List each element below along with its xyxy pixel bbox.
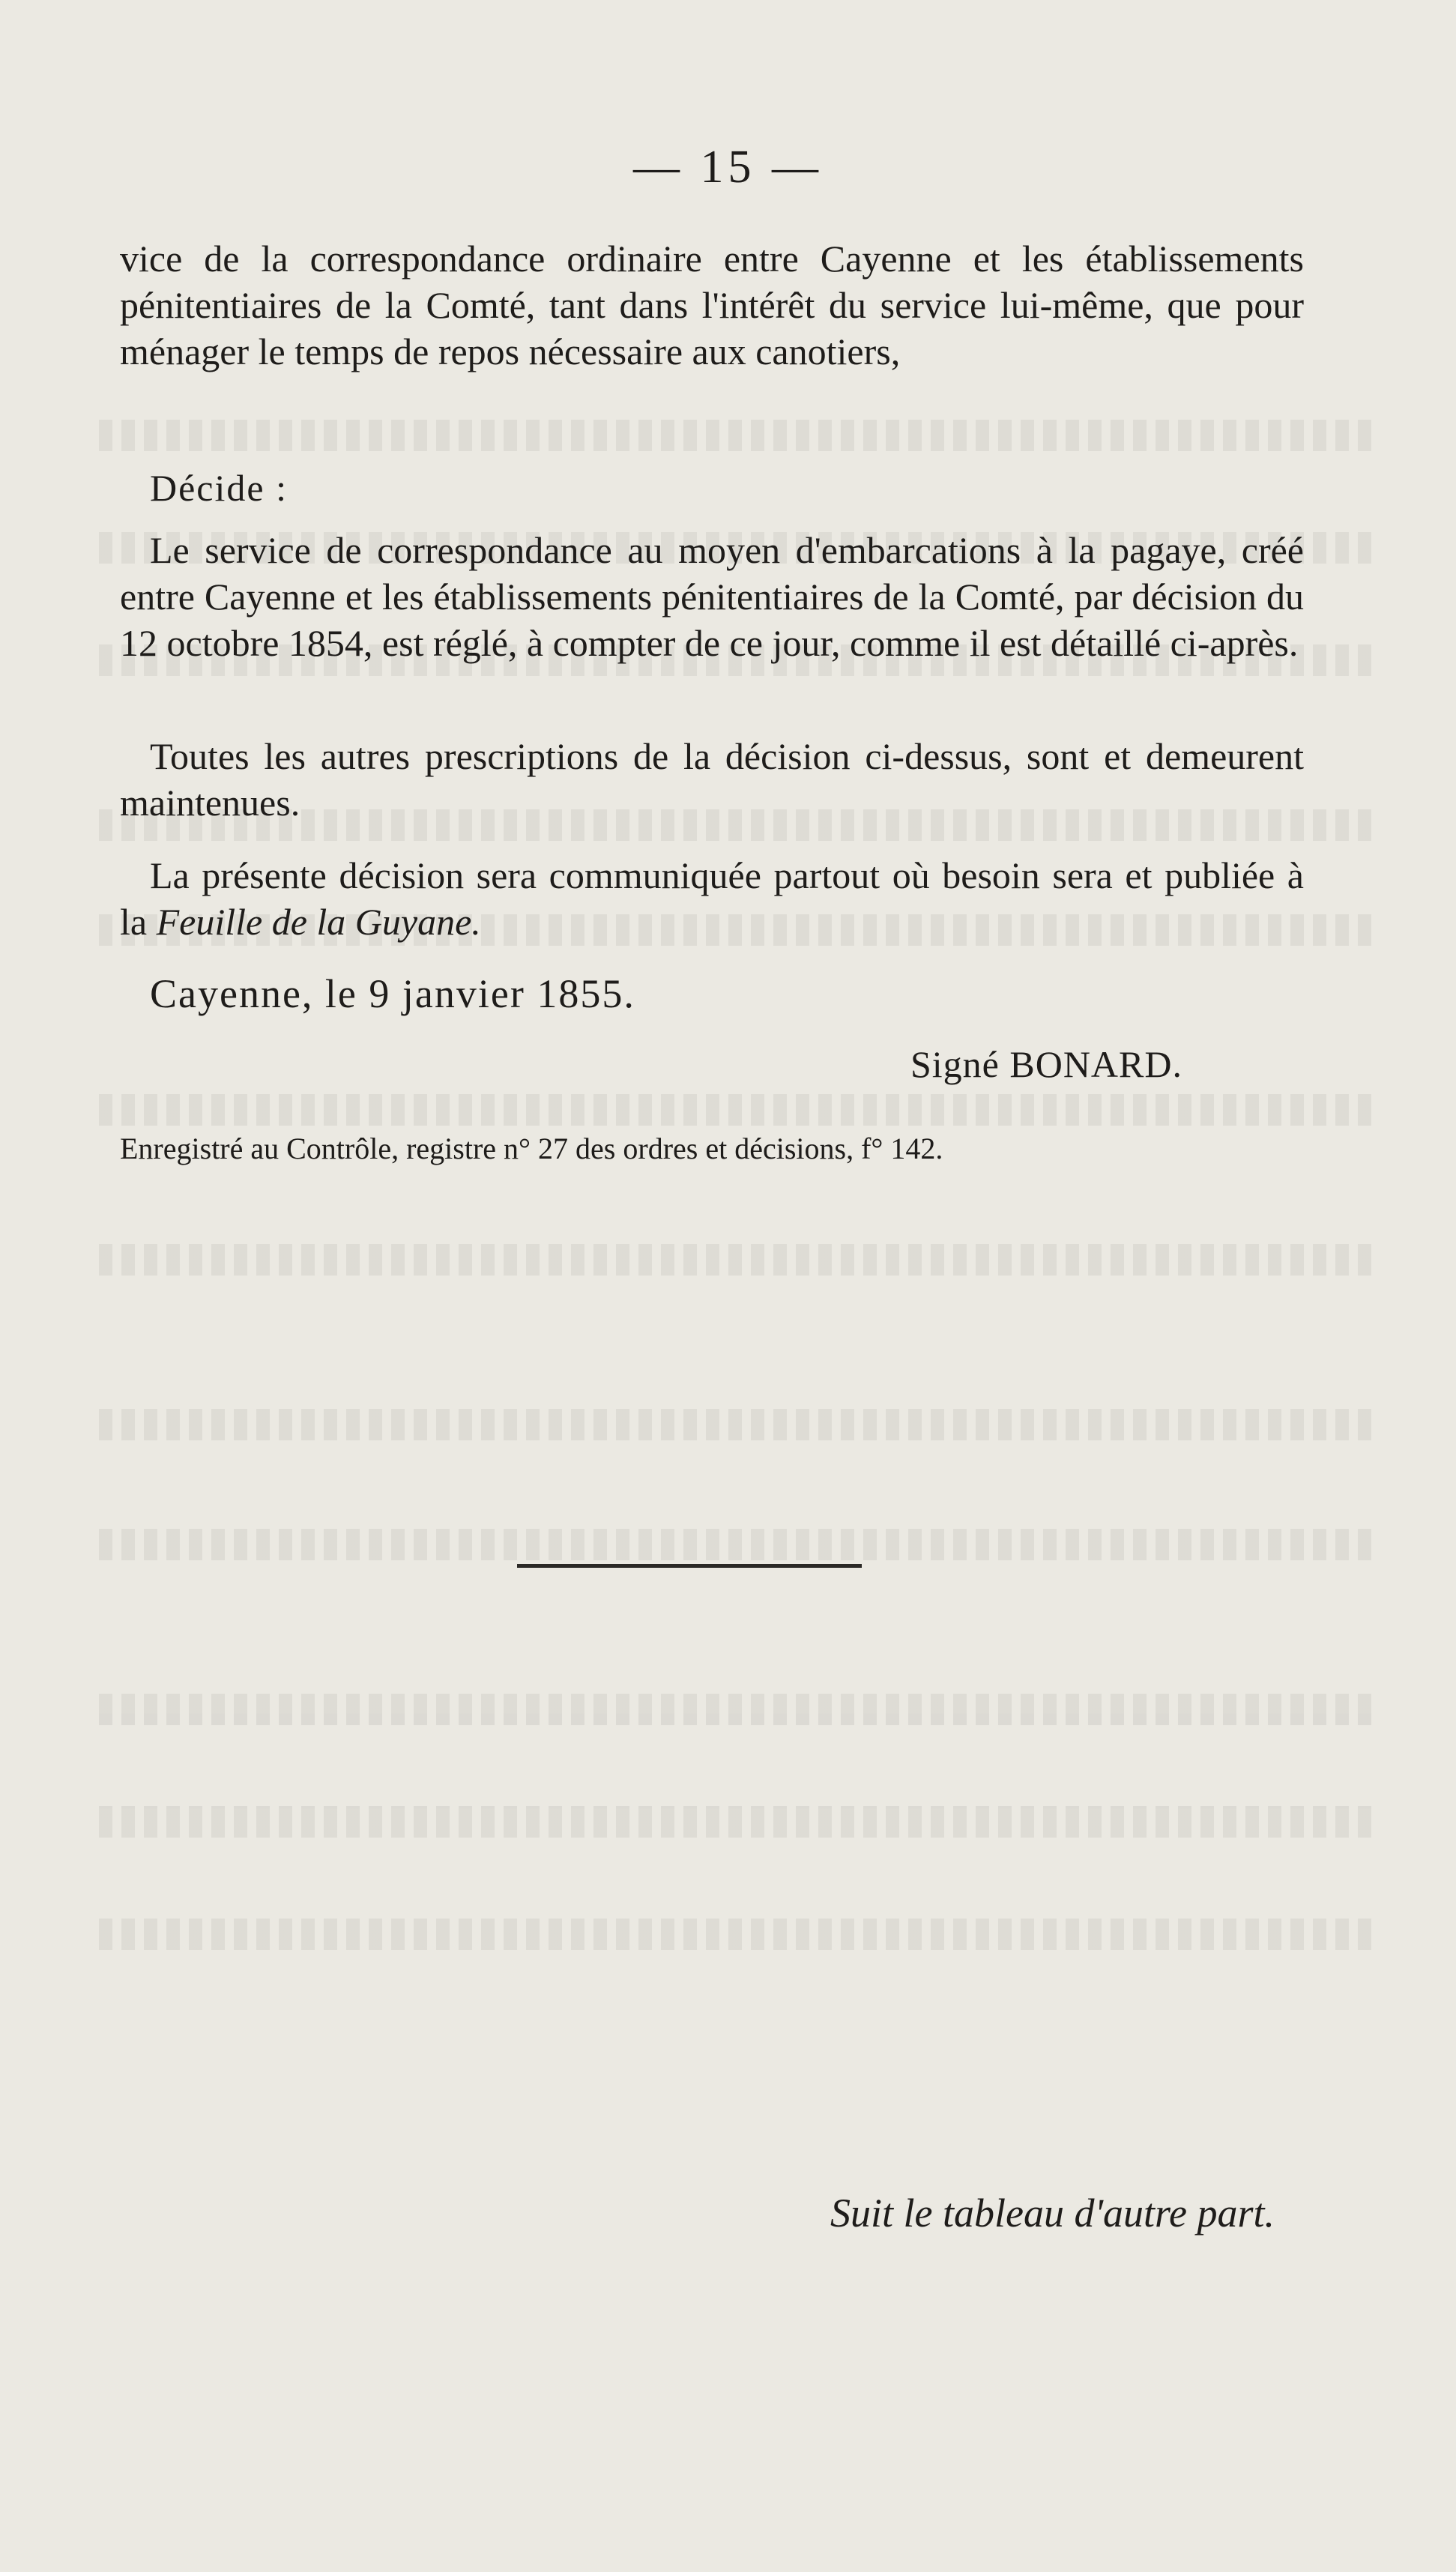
registry-note: Enregistré au Contrôle, registre n° 27 des ordres et décisions, f° 142. [120, 1132, 943, 1165]
paragraph-service: Le service de correspondance au moyen d'embarcations à la pagaye, créé entre Cayenne et les établissements pénitentiaires de la Comté, par décision du 12 octobre 1854, est réglé, à compter de ce jour, comme il est détaillé ci-après. [120, 529, 1304, 664]
place-and-date: Cayenne, le 9 janvier 1855. [150, 971, 635, 1016]
continued-note: Suit le tableau d'autre part. [830, 2191, 1275, 2236]
decide-heading [150, 465, 288, 511]
bleed-through-texture [97, 420, 1371, 2143]
publication-title: Feuille de la Guyane. [156, 901, 481, 943]
paragraph-publication [120, 852, 1304, 945]
publication-text: La présente décision sera communiquée partout où besoin sera et publiée à la [120, 854, 1304, 943]
intro-paragraph: vice de la correspondance ordinaire entre Cayenne et les établissements pénitentiaires de la Comté, tant dans l'intérêt du service lui-même, que pour ménager le temps de repos nécessaire aux canotiers, [120, 238, 1304, 372]
signature: Signé BONARD. [910, 1043, 1182, 1085]
decide-label: Décide : [150, 467, 288, 509]
page-number: — 15 — [633, 142, 823, 193]
paragraph-prescriptions: Toutes les autres prescriptions de la décision ci-dessus, sont et demeurent maintenues. [120, 735, 1304, 824]
section-divider [517, 1564, 862, 1568]
